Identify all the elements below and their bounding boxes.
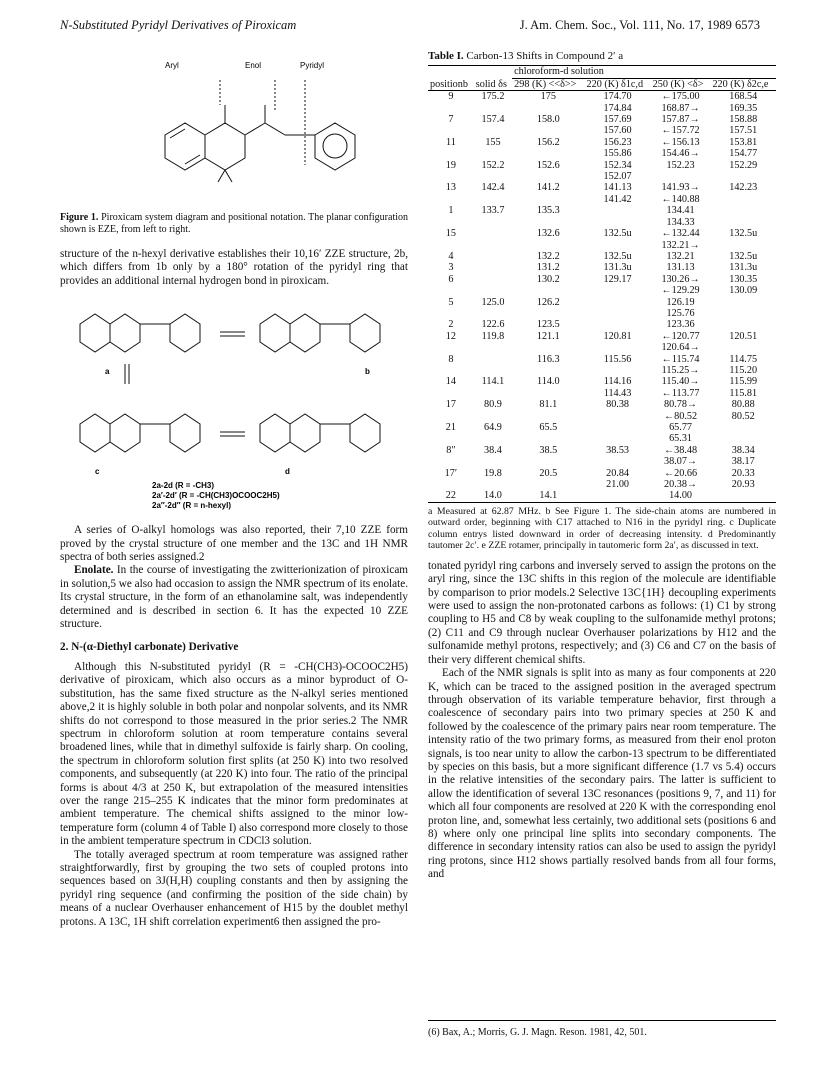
table-cell: ←120.77 120.64→ (661, 330, 700, 354)
paragraph: Although this N-substituted pyridyl (R = -CH(CH3)-OCOOC2H5) derivative of piroxicam, which also occurs as a minor byproduct of O-substitution, has the same fixed structure as the N-alkyl series mentioned above,2 it is highly soluble in both polar and nonpolar solvents, and its NMR shifts do not correspond to those measured in the prior series.2 The NMR spectrum in chloroform solution at room temperature contains several broadened lines, while that in dimethyl sulfoxide is fairly sharp. On cooling, the spectrum in chloroform solution first splits (at 250 K) into two resolved components, and subsequently (at 220 K) into four. The ratio of the principal forms is about 4/3 at 250 K, but extrapolation of the measured intensities over the range 215–255 K indicates that the minor form predominates at ambient temperature. The chemical shifts assigned to the minor low-temperature form (column 4 of Table I) also correspond more closely to those in the ambient temperature spectrum in CDCl3 solution. (60, 660, 408, 848)
table-cell: 175.2 (481, 91, 505, 103)
table-cell: 121.1 (536, 330, 560, 342)
table-cell (585, 297, 651, 320)
table-cell: 157.4 (481, 114, 505, 126)
table-1-title (428, 50, 776, 63)
table-cell: 142.4 (481, 182, 505, 194)
table-row (428, 319, 776, 330)
table-cell: 9 (448, 91, 454, 103)
table-cell: 152.6 (536, 159, 560, 171)
scheme-label-a: a (105, 367, 110, 377)
table-cell (585, 422, 651, 445)
table-cell: 2 (448, 319, 454, 331)
table-cell (710, 205, 776, 228)
table-cell: 80.88 80.52 (731, 399, 755, 422)
scheme-label-d: d (285, 467, 290, 477)
table-cell: 116.3 (537, 353, 560, 365)
table-row (428, 182, 776, 205)
table-1-title-text: Carbon-13 Shifts in Compound 2′ a (466, 50, 624, 62)
table-cell: 65.77 65.31 (669, 422, 692, 445)
table-cell: 7 (448, 114, 454, 126)
table-cell: ←175.00 168.87→ (661, 91, 700, 114)
table-cell: ←38.48 38.07→ (663, 444, 698, 468)
footnote-reference: (6) Bax, A.; Morris, G. J. Magn. Reson. 1981, 42, 501. (428, 1020, 776, 1038)
table-cell: 131.13 (666, 262, 695, 274)
scheme-legend-line: 2a-2d (R = -CH3) (152, 481, 215, 491)
scheme-legend-line: 2a′-2d′ (R = -CH(CH3)OCOOC2H5) (152, 491, 280, 501)
table-cell: 135.3 (536, 205, 560, 217)
table-cell (474, 274, 512, 297)
table-cell: ←20.66 20.38→ (663, 467, 698, 491)
table-cell: 114.0 (537, 376, 560, 388)
table-cell: 131.3u (603, 262, 632, 274)
running-header-title: N-Substituted Pyridyl Derivatives of Piroxicam (60, 18, 297, 32)
table-cell: 132.2 (536, 250, 560, 262)
table-cell: 133.7 (481, 205, 505, 217)
table-cell: 12 (445, 330, 456, 342)
table-row (428, 251, 776, 262)
paragraph: The totally averaged spectrum at room temperature was assigned rather straightforwardly, first by grouping the two sets of coupled protons into sequences based on 3J(H,H) coupling constants and then by assigning the pyridyl ring sequence (and confirming the position of the side chain) by means of a nuclear Overhauser enhancement of H15 by the doublet methyl protons. A 13C, 1H shift correlation experiment6 then assigned the pro- (60, 848, 408, 928)
table-cell: 11 (445, 136, 456, 148)
table-cell: 19.8 (484, 467, 502, 479)
table-cell: 21 (445, 422, 456, 433)
table-cell: 38.4 (484, 444, 502, 456)
scheme-label-b: b (365, 367, 370, 377)
table-1-header-cell: 220 (K) δ1c,d (586, 78, 644, 90)
table-cell (710, 422, 776, 445)
table-cell: 4 (448, 250, 454, 262)
table-cell (710, 319, 776, 330)
table-row (428, 422, 776, 445)
paragraph: A series of O-alkyl homologs was also reported, their 7,10 ZZE form proved by the crystal structure of one member and the 13C and 1H NMR spectra of both series assigned.2 (60, 524, 408, 564)
table-cell: 157.69 157.60 (603, 114, 632, 137)
enolate-heading: Enolate. (74, 564, 114, 577)
table-cell: 5 (448, 296, 454, 308)
table-cell: 132.21 (666, 250, 695, 262)
table-1-header-cell: 250 (K) <δ> (652, 78, 704, 90)
paragraph: tonated pyridyl ring carbons and inversely served to assign the protons on the aryl ring, since the 13C shifts in this region of the molecule are identifiable by comparison to prior models.2 Selective 13C{1H} decoupling experiments were used to assign the non-protonated carbons as follows: (1) C1 by strong coupling to H5 and C8 by weak coupling to the sulfonamide methyl protons; (2) C11 and C9 through nuclear Overhauser polarizations by H12 and the sulfonamide methyl protons, respectively; and (3) C6 and C7 on the basis of their very different chemical shifts. (428, 559, 776, 666)
table-cell (585, 205, 651, 228)
paragraph: In the course of investigating the zwitterionization of piroxicam in solution,5 we also had occasion to assign the NMR spectrum of its enolate. Its crystal structure, in the form of an ethanolamine salt, was independently determined and is described in section 6. It has the expected 10 ZZE structure. (60, 564, 408, 631)
table-cell: 155 (485, 136, 501, 148)
table-row (428, 468, 776, 491)
table-cell: 134.41 134.33 (666, 205, 695, 228)
figure-1-caption-label: Figure 1. (60, 212, 99, 223)
figure-1-caption (60, 212, 408, 236)
table-cell: 6 (448, 273, 454, 285)
table-cell: 20.84 21.00 (606, 467, 630, 491)
table-cell (710, 490, 776, 502)
table-cell: 120.51 (729, 330, 758, 342)
table-row (428, 297, 776, 320)
figure-1-caption-text: Piroxicam system diagram and positional notation. The planar configuration shown is EZE, from left to right. (60, 212, 408, 235)
table-cell: 64.9 (484, 422, 502, 433)
table-row (428, 331, 776, 354)
table-cell: 22 (445, 490, 456, 502)
table-cell: 114.1 (481, 376, 505, 388)
table-cell (585, 490, 651, 502)
table-cell: 15 (445, 228, 456, 240)
table-cell: 152.2 (481, 159, 505, 171)
table-cell: 14.0 (484, 490, 502, 502)
table-cell: 1 (448, 205, 454, 217)
table-cell: 132.5u (729, 228, 758, 240)
table-cell: 19 (445, 159, 456, 171)
right-column (428, 50, 776, 882)
table-cell: 80.38 (606, 399, 630, 411)
table-cell: 17 (445, 399, 456, 411)
table-cell: 168.54 169.35 (729, 91, 758, 114)
table-cell: 65.5 (539, 422, 558, 433)
scheme-legend-line: 2a″-2d″ (R = n-hexyl) (152, 501, 232, 511)
table-1-header-cell: positionb (430, 78, 468, 90)
table-cell: 123.36 (666, 319, 695, 331)
table-cell: 8″ (446, 444, 456, 456)
table-row (428, 160, 776, 183)
table-cell: 38.53 (606, 444, 630, 456)
table-cell: 14.00 (669, 490, 692, 502)
table-cell: 156.23 155.86 (603, 136, 632, 160)
figure-1-label-enol: Enol (245, 61, 262, 70)
table-cell: 158.88 157.51 (729, 114, 758, 137)
table-cell (474, 354, 512, 377)
table-cell: ←156.13 154.46→ (661, 136, 700, 160)
table-1-title-label: Table I. (428, 50, 464, 62)
table-cell: 130.35 130.09 (729, 273, 758, 297)
table-1-header-cell: solid δs (475, 78, 507, 90)
tautomer-scheme-drawing (60, 294, 408, 524)
paragraph: structure of the n-hexyl derivative establishes their 10,16′ ZZE structure, 2b, which differs from 1b only by a 180° rotation of the pyridyl ring that provides an additional internal hydrogen bond in piroxicam. (60, 248, 408, 287)
table-cell: 174.70 174.84 (603, 91, 632, 114)
table-1 (428, 65, 776, 502)
table-cell: 14.1 (539, 490, 558, 502)
table-cell: 141.93→ ←140.88 (661, 182, 700, 205)
table-cell: 131.3u (729, 262, 758, 274)
table-cell: 126.2 (536, 296, 560, 308)
table-cell: 129.17 (603, 273, 632, 285)
piroxicam-structure-drawing (60, 50, 408, 210)
table-cell: 38.5 (539, 444, 558, 456)
table-cell (474, 251, 512, 262)
table-cell (474, 262, 512, 273)
paragraph: Each of the NMR signals is split into as many as four components at 220 K, which can be traced to the assigned position in the averaged spectrum through observation of its variable temperature behavior, first through a coalescence of secondary pairs into two primary species at 250 K and followed by the coalescence of the primary pairs near room temperature. The intensity ratio of the two primary forms, as measured from their enol proton signals, is too near unity to allow the carbon-13 spectrum to be differentiated by species on this basis, but a more significant difference (1.7 vs 5.4) occurs in the relative intensities of the secondary pairs. The latter is sufficient to allow the identification of several 13C resonances (positions 9, 7, and 11) for which all four components are resolved at 220 K with the corresponding enol proton line, and, somewhat less certainly, two additional sets (positions 6 and 8) where only one principal line splits into secondary components. The difference in secondary intensity ratios can also be used to assign the pyridyl ring protons, since H12 shows partially resolved bands from all four forms, and (428, 667, 776, 881)
table-row (428, 376, 776, 399)
figure-1-label-aryl: Aryl (165, 61, 179, 70)
table-cell: 141.2 (536, 182, 560, 194)
table-row (428, 490, 776, 502)
table-cell: 81.1 (539, 399, 558, 411)
table-cell: 119.8 (481, 330, 505, 342)
table-cell: 157.87→ ←157.72 (661, 114, 700, 137)
table-cell: 20.33 20.93 (731, 467, 755, 491)
table-cell: 38.34 38.17 (731, 444, 755, 468)
table-cell: 130.2 (536, 273, 560, 285)
table-1-body (428, 91, 776, 503)
table-cell: 3 (448, 262, 454, 274)
table-row (428, 91, 776, 114)
table-cell: 131.2 (536, 262, 560, 274)
table-cell: 175 (540, 91, 556, 103)
table-1-footnotes: a Measured at 62.87 MHz. b See Figure 1. The side-chain atoms are numbered in outward order, beginning with C17 attached to N16 in the pyridyl ring. c Duplicate column entrys listed downward in order of decreasing intensity. d Predominantly tautomer 2c′. e ZZE rotamer, principally in tautomeric form 2a′, as discussed in text. (428, 505, 776, 552)
table-cell: 17′ (444, 467, 458, 479)
table-1-header-cell: 298 (K) <<δ>> (514, 78, 577, 90)
table-row (428, 354, 776, 377)
section-heading: 2. N-(α-Diethyl carbonate) Derivative (60, 641, 239, 654)
table-row (428, 228, 776, 251)
table-cell: 153.81 154.77 (729, 136, 758, 160)
table-cell: 156.2 (536, 136, 560, 148)
table-cell: 125.0 (481, 296, 505, 308)
table-cell: 152.34 152.07 (603, 159, 632, 183)
table-row (428, 399, 776, 422)
running-header-citation: J. Am. Chem. Soc., Vol. 111, No. 17, 1989 6573 (519, 18, 760, 32)
table-row (428, 137, 776, 160)
table-cell: 132.5u (603, 228, 632, 240)
table-cell (474, 228, 512, 251)
table-cell: 115.99 115.81 (729, 376, 758, 399)
table-row (428, 274, 776, 297)
table-row (428, 114, 776, 137)
table-cell: 132.5u (729, 250, 758, 262)
table-cell: 20.5 (539, 467, 558, 479)
table-cell: 132.5u (603, 250, 632, 262)
table-cell: 132.6 (536, 228, 560, 240)
figure-1-diagram (60, 50, 408, 210)
table-cell: ←132.44 132.21→ (661, 228, 700, 251)
table-cell: 142.23 (729, 182, 758, 194)
table-cell: 114.75 115.20 (729, 353, 758, 376)
left-column (60, 50, 408, 929)
table-1-solution-header: chloroform-d solution (512, 66, 776, 78)
table-cell (585, 319, 651, 330)
table-cell: 115.56 (603, 353, 632, 365)
table-cell: 114.16 114.43 (603, 376, 632, 399)
table-row (428, 445, 776, 468)
table-cell (710, 297, 776, 320)
table-cell: 80.9 (484, 399, 502, 411)
table-cell: 126.19 125.76 (666, 296, 695, 319)
table-row (428, 205, 776, 228)
scheme-label-c: c (95, 467, 100, 477)
table-cell: 115.40→ ←113.77 (661, 376, 700, 399)
table-row (428, 262, 776, 273)
table-cell: 141.13 141.42 (603, 182, 632, 205)
table-cell: 152.29 (729, 159, 758, 171)
tautomer-scheme (60, 294, 408, 524)
table-cell: 122.6 (481, 319, 505, 331)
table-cell: 123.5 (536, 319, 560, 331)
table-cell: 130.26→ ←129.29 (661, 273, 700, 297)
table-cell: 152.23 (666, 159, 695, 171)
table-cell: 120.81 (603, 330, 632, 342)
table-cell: ←115.74 115.25→ (661, 353, 700, 376)
table-1-header-cell: 220 (K) δ2c,e (712, 78, 769, 90)
table-cell: 80.78→ ←80.52 (663, 399, 698, 422)
table-cell: 13 (445, 182, 456, 194)
table-cell: 8 (448, 353, 454, 365)
table-cell: 158.0 (536, 114, 560, 126)
table-cell: 14 (445, 376, 456, 388)
figure-1-label-pyridyl: Pyridyl (300, 61, 325, 70)
